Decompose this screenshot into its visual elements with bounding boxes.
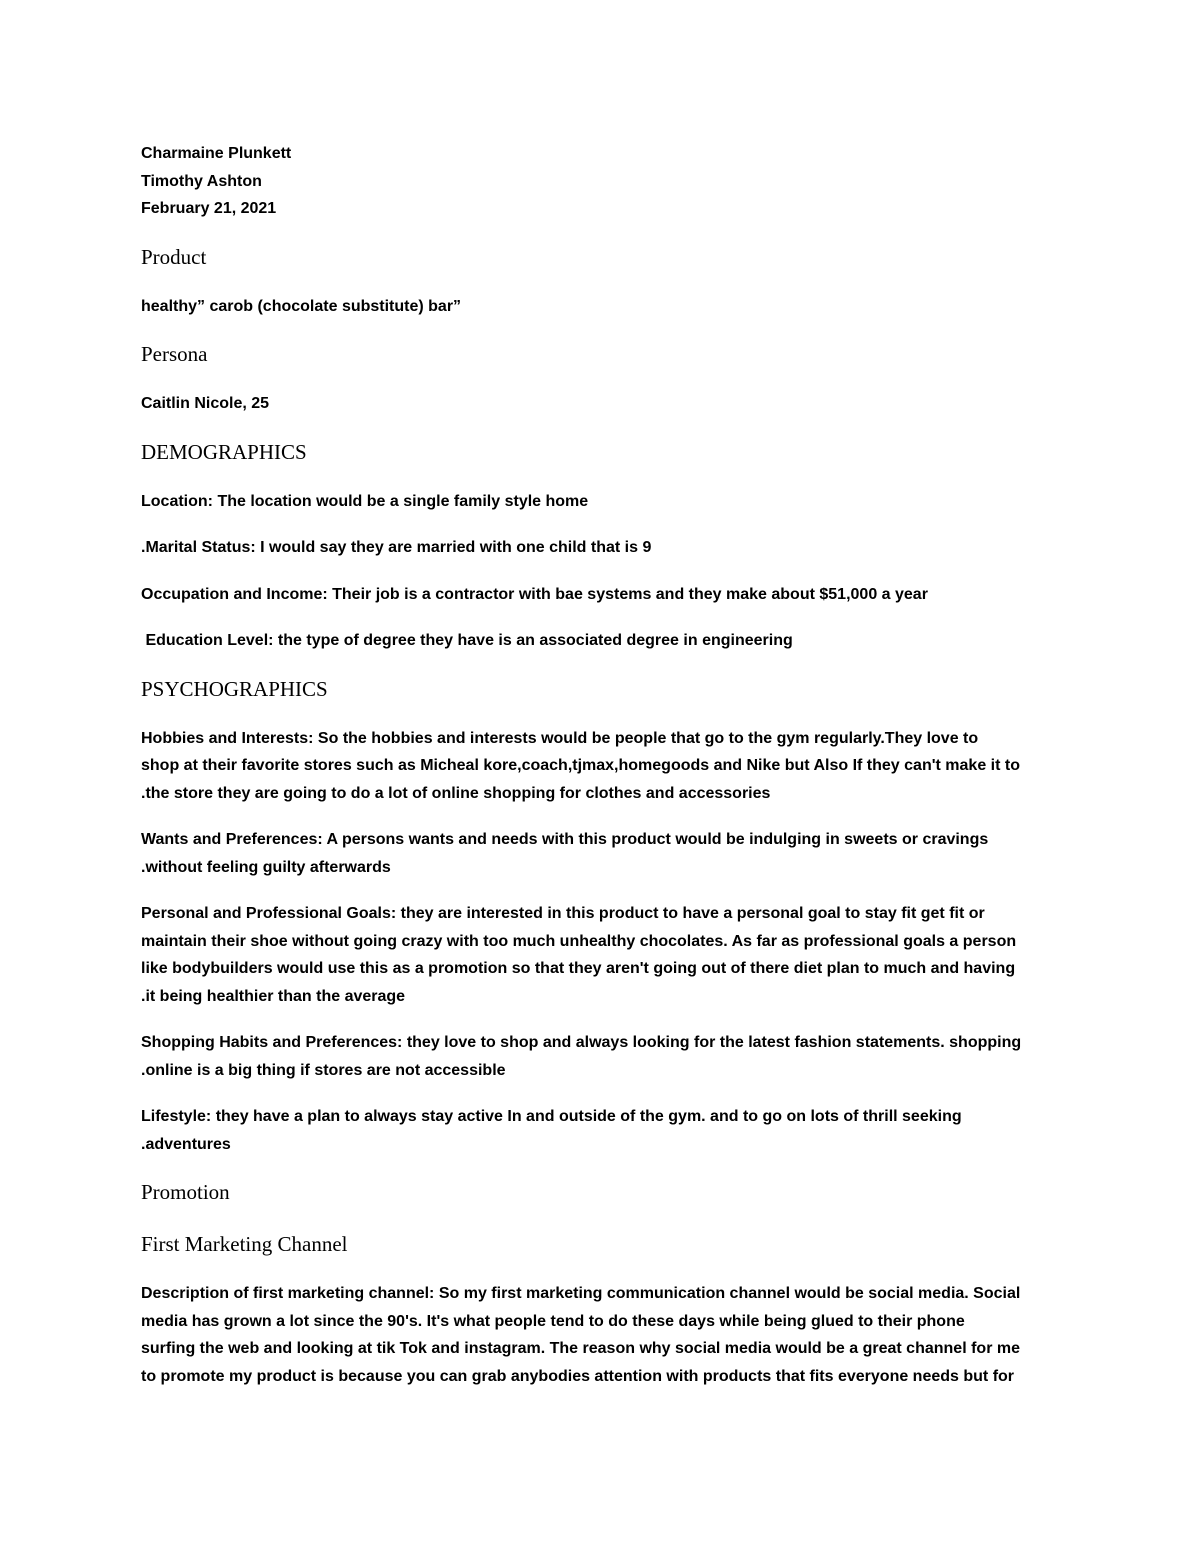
paragraph-line: .it being healthier than the average <box>141 987 406 1005</box>
author-name: Charmaine Plunkett <box>141 145 292 162</box>
paragraph-line: to promote my product is because you can grab anybodies attention with products that fits everyone needs but for <box>141 1367 1015 1385</box>
psychographics-wants-paragraph <box>141 826 1066 881</box>
paragraph-line: .online is a big thing if stores are not accessible <box>141 1061 506 1079</box>
document-date: February 21, 2021 <box>141 200 277 217</box>
first-marketing-channel-heading: First Marketing Channel <box>141 1232 348 1256</box>
psychographics-lifestyle-paragraph <box>141 1103 1066 1158</box>
paragraph-line: shop at their favorite stores such as Micheal kore,coach,tjmax,homegoods and Nike but Also If they can't make it to <box>141 757 1020 774</box>
document-header <box>141 140 1066 223</box>
instructor-name: Timothy Ashton <box>141 172 262 190</box>
paragraph-line: Wants and Preferences: A persons wants and needs with this product would be indulging in sweets or cravings <box>141 831 989 848</box>
paragraph-line: Personal and Professional Goals: they are interested in this product to have a personal goal to stay fit get fit or <box>141 905 985 922</box>
paragraph-line: Description of first marketing channel: So my first marketing communication channel would be social media. Social <box>141 1285 1021 1302</box>
paragraph-line: .adventures <box>141 1135 231 1153</box>
psychographics-hobbies-paragraph <box>141 725 1066 808</box>
demographics-occupation-income: Occupation and Income: Their job is a contractor with bae systems and they make about $51,000 a year <box>141 585 928 603</box>
paragraph-line: Lifestyle: they have a plan to always stay active In and outside of the gym. and to go on lots of thrill seeking <box>141 1108 962 1125</box>
first-marketing-channel-description <box>141 1280 1066 1390</box>
paragraph-line: Hobbies and Interests: So the hobbies and interests would be people that go to the gym regularly.They love to <box>141 729 979 747</box>
persona-heading: Persona <box>141 342 208 366</box>
demographics-heading: DEMOGRAPHICS <box>141 439 307 464</box>
psychographics-heading: PSYCHOGRAPHICS <box>141 676 328 701</box>
demographics-education: Education Level: the type of degree they have is an associated degree in engineering <box>141 632 793 649</box>
demographics-marital-status: .Marital Status: I would say they are married with one child that is 9 <box>141 539 652 556</box>
paragraph-line: .the store they are going to do a lot of online shopping for clothes and accessories <box>141 784 771 802</box>
psychographics-goals-paragraph <box>141 900 1066 1010</box>
promotion-heading: Promotion <box>141 1180 230 1204</box>
paragraph-line: surfing the web and looking at tik Tok and instagram. The reason why social media would be a great channel for me <box>141 1340 1020 1357</box>
demographics-location: Location: The location would be a single family style home <box>141 492 589 510</box>
paragraph-line: maintain their shoe without going crazy with too much unhealthy chocolates. As far as professional goals a person <box>141 932 1017 950</box>
paragraph-line: like bodybuilders would use this as a promotion so that they aren't going out of there diet plan to much and having <box>141 960 1016 977</box>
paragraph-line: media has grown a lot since the 90's. It's what people tend to do these days while being glued to their phone <box>141 1312 965 1330</box>
document-body <box>141 140 1066 1390</box>
product-heading: Product <box>141 244 207 269</box>
psychographics-shopping-paragraph <box>141 1029 1066 1084</box>
paragraph-line: Shopping Habits and Preferences: they love to shop and always looking for the latest fashion statements. shopping <box>141 1034 1022 1051</box>
paragraph-line: .without feeling guilty afterwards <box>141 858 391 876</box>
product-text: healthy” carob (chocolate substitute) bar” <box>141 297 462 315</box>
persona-name: Caitlin Nicole, 25 <box>141 395 270 412</box>
